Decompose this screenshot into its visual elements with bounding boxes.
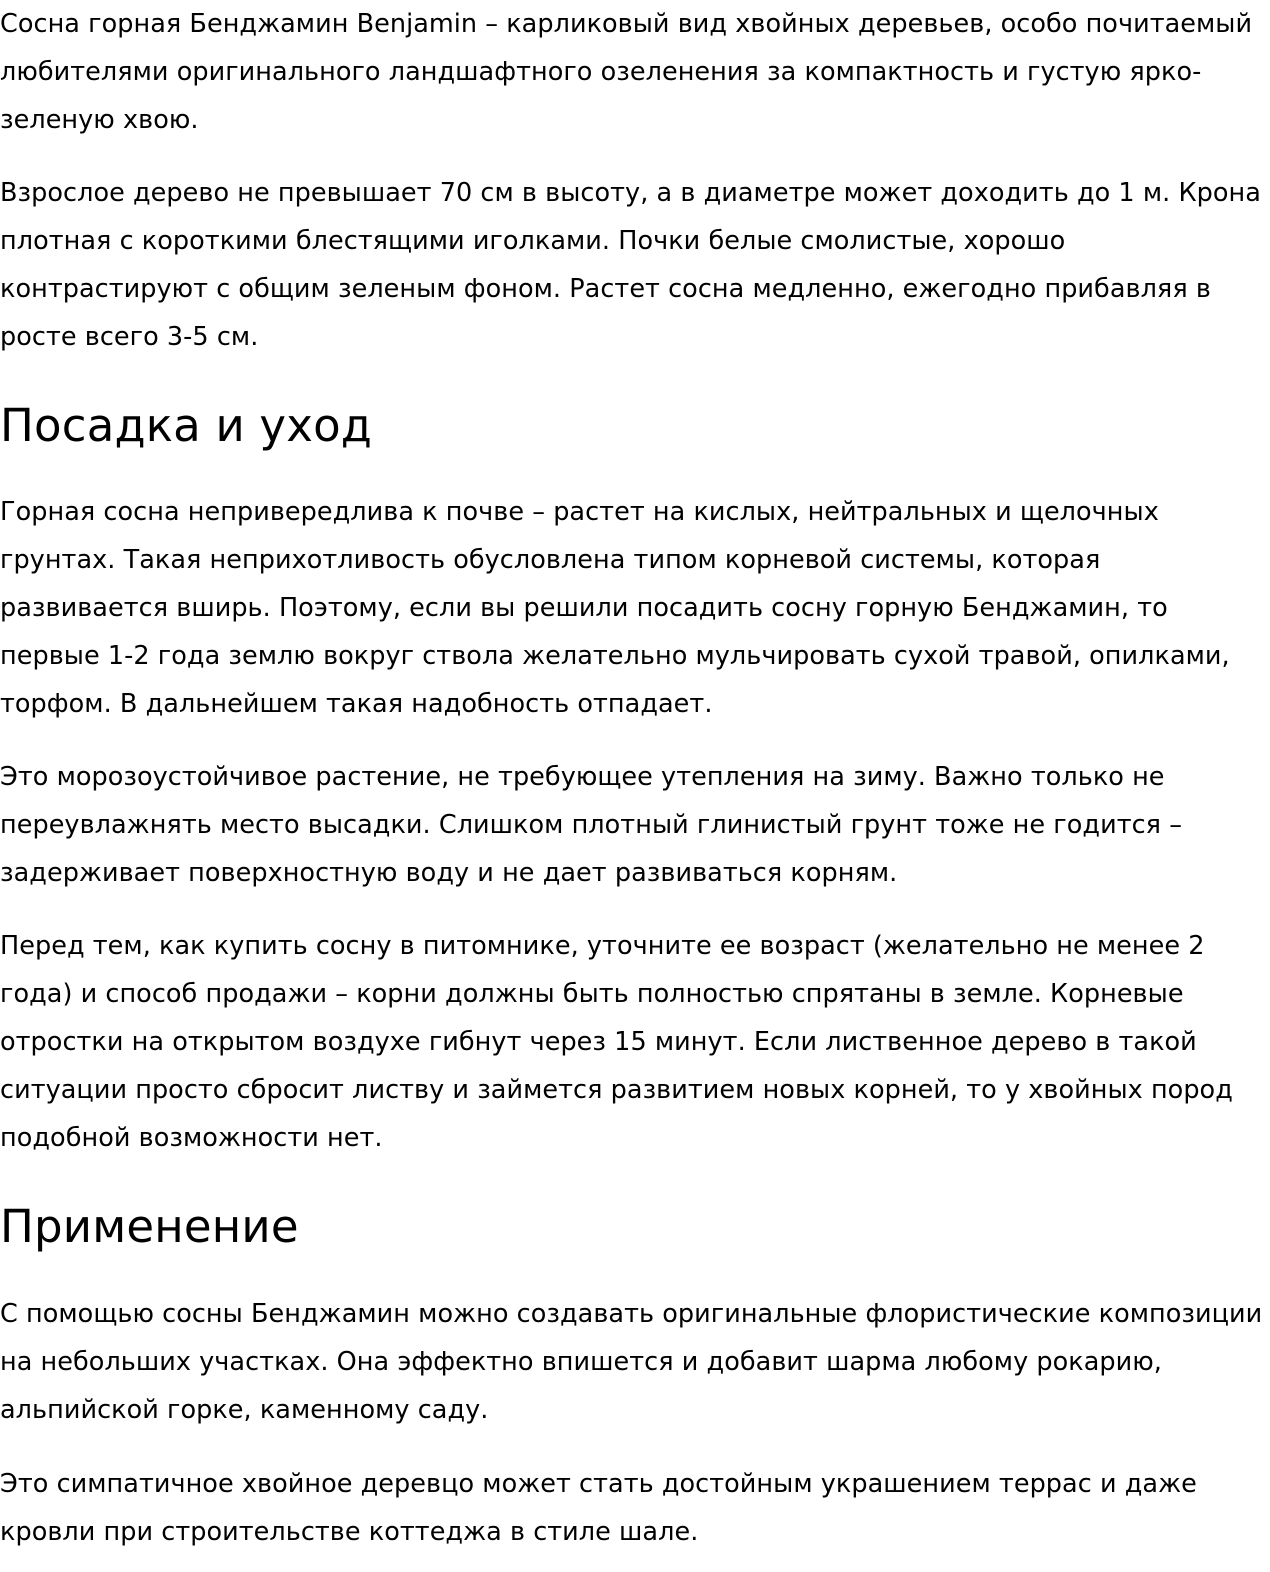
planting-paragraph-1: Горная сосна непривередлива к почве – растет на кислых, нейтральных и щелочных грунтах. Такая неприхотливость обусловлена типом корневой системы, которая развивается вширь. Поэтому, если вы решили посадить сосну горную Бенджамин, то первые 1-2 года землю вокруг ствола желательно мульчировать сухой травой, опилками, торфом. В дальнейшем такая надобность отпадает. [0, 497, 1230, 719]
planting-paragraph-3: Перед тем, как купить сосну в питомнике, уточните ее возраст (желательно не менее 2 года) и способ продажи – корни должны быть полностью спрятаны в земле. Корневые отростки на открытом воздухе гибнут через 15 минут. Если лиственное дерево в такой ситуации просто сбросит листву и займется развитием новых корней, то у хвойных пород подобной возможности нет. [0, 931, 1233, 1153]
usage-paragraph-2: Это симпатичное хвойное деревцо может стать достойным украшением террас и даже кровли при строительстве коттеджа в стиле шале. [0, 1469, 1197, 1547]
intro-paragraph-2: Взрослое дерево не превышает 70 см в высоту, а в диаметре может доходить до 1 м. Крона плотная с короткими блестящими иголками. Почки белые смолистые, хорошо контрастируют с общим зеленым фоном. Растет сосна медленно, ежегодно прибавляя в росте всего 3-5 см. [0, 178, 1261, 352]
intro-paragraph-1: Сосна горная Бенджамин Benjamin – карликовый вид хвойных деревьев, особо почитаемый любителями оригинального ландшафтного озеленения за компактность и густую ярко-зеленую хвою. [0, 9, 1253, 135]
planting-heading: Посадка и уход [0, 399, 373, 452]
usage-paragraph-1: С помощью сосны Бенджамин можно создавать оригинальные флористические композиции на небольших участках. Она эффектно впишется и добавит шарма любому рокарию, альпийской горке, каменному саду. [0, 1299, 1263, 1425]
planting-paragraph-2: Это морозоустойчивое растение, не требующее утепления на зиму. Важно только не переувлажнять место высадки. Слишком плотный глинистый грунт тоже не годится – задерживает поверхностную воду и не дает развиваться корням. [0, 762, 1183, 888]
usage-heading: Применение [0, 1200, 299, 1253]
